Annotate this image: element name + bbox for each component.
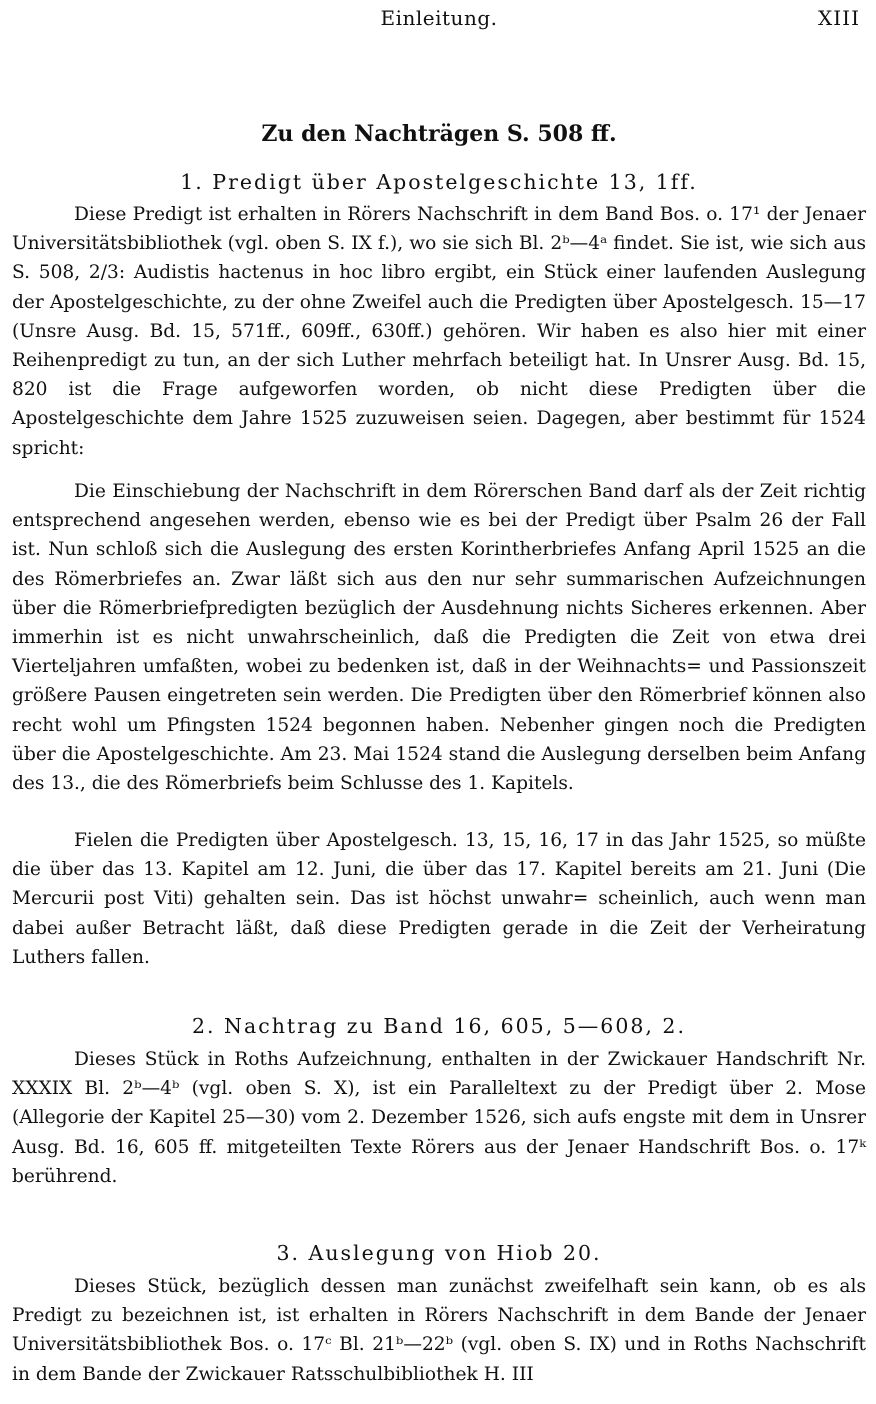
paragraph-job-source: Dieses Stück, bezüglich dessen man zunächst zweifelhaft sein kann, ob es als Predigt zu bezeichnen ist, ist erhalten in Rörers Nachschrift in dem Bande der Jenaer Universitätsbibliothek Bos. o. 17ᶜ Bl. 21ᵇ—22ᵇ (vgl. oben S. IX) und in Roths Nachschrift in dem Bande der Zwickauer Ratsschulbibliothek H. III xyxy=(12,1276,866,1385)
page-number: XIII xyxy=(818,6,860,30)
running-title: Einleitung. xyxy=(380,6,498,30)
paragraph-sermon-source: Diese Predigt ist erhalten in Rörers Nachschrift in dem Band Bos. o. 17¹ der Jenaer Universitätsbibliothek (vgl. oben S. IX f.), wo sie sich Bl. 2ᵇ—4ᵃ findet. Sie ist, wie sich aus S. 508, 2/3: Audistis hactenus in hoc libro ergibt, ein Stück einer laufenden Auslegung der Apostelgeschichte, zu der ohne Zweifel auch die Predigten über Apostelgesch. 15—17 (Unsre Ausg. Bd. 15, 571ff., 609ff., 630ff.) gehören. Wir haben es also hier mit einer Reihenpredigt zu tun, an der sich Luther mehrfach beteiligt hat. In Unsrer Ausg. Bd. 15, 820 ist die Frage aufgeworfen worden, ob nicht diese Predigten über die Apostelgeschichte dem Jahre 1525 zuzuweisen seien. Dagegen, aber bestimmt für 1524 spricht: xyxy=(12,204,866,459)
paragraph-conclusion: Fielen die Predigten über Apostelgesch. 13, 15, 16, 17 in das Jahr 1525, so müßte die über das 13. Kapitel am 12. Juni, die über das 17. Kapitel bereits am 21. Juni (Die Mercurii post Viti) gehalten sein. Das ist höchst unwahr= scheinlich, auch wenn man dabei außer Betracht läßt, daß diese Predigten gerade in die Zeit der Verheiratung Luthers fallen. xyxy=(12,830,866,968)
running-head xyxy=(12,6,866,36)
subheading-sermon-acts: 1. Predigt über Apostelgeschichte 13, 1ff. xyxy=(180,170,698,194)
section-heading: Zu den Nachträgen S. 508 ff. xyxy=(261,121,617,147)
subheading-supplement-band16: 2. Nachtrag zu Band 16, 605, 5—608, 2. xyxy=(191,1014,686,1038)
paragraph-dating-argument: Die Einschiebung der Nachschrift in dem Rörerschen Band darf als der Zeit richtig entsprechend angesehen werden, ebenso wie es bei der Predigt über Psalm 26 der Fall ist. Nun schloß sich die Auslegung des ersten Korintherbriefes Anfang April 1525 an die des Römerbriefes an. Zwar läßt sich aus den nur sehr summarischen Aufzeichnungen über die Römerbriefpredigten bezüglich der Ausdehnung nichts Sicheres erkennen. Aber immerhin ist es nicht unwahrscheinlich, daß die Predigten die Zeit von etwa drei Vierteljahren umfaßten, wobei zu bedenken ist, daß in der Weihnachts= und Passionszeit größere Pausen eingetreten sein werden. Die Predigten über den Römerbrief können also recht wohl um Pfingsten 1524 begonnen haben. Nebenher gingen noch die Predigten über die Apostelgeschichte. Am 23. Mai 1524 stand die Auslegung derselben beim Anfang des 13., die des Römerbriefs beim Schlusse des 1. Kapitels. xyxy=(12,481,866,795)
paragraph-roth-text: Dieses Stück in Roths Aufzeichnung, enthalten in der Zwickauer Handschrift Nr. XXXIX Bl. 2ᵇ—4ᵇ (vgl. oben S. X), ist ein Paralleltext zu der Predigt über 2. Mose (Allegorie der Kapitel 25—30) vom 2. Dezember 1526, sich aufs engste mit dem in Unsrer Ausg. Bd. 16, 605 ff. mitgeteilten Texte Rörers aus der Jenaer Handschrift Bos. o. 17ᵏ berührend. xyxy=(12,1049,866,1187)
subheading-job-20: 3. Auslegung von Hiob 20. xyxy=(276,1241,602,1265)
